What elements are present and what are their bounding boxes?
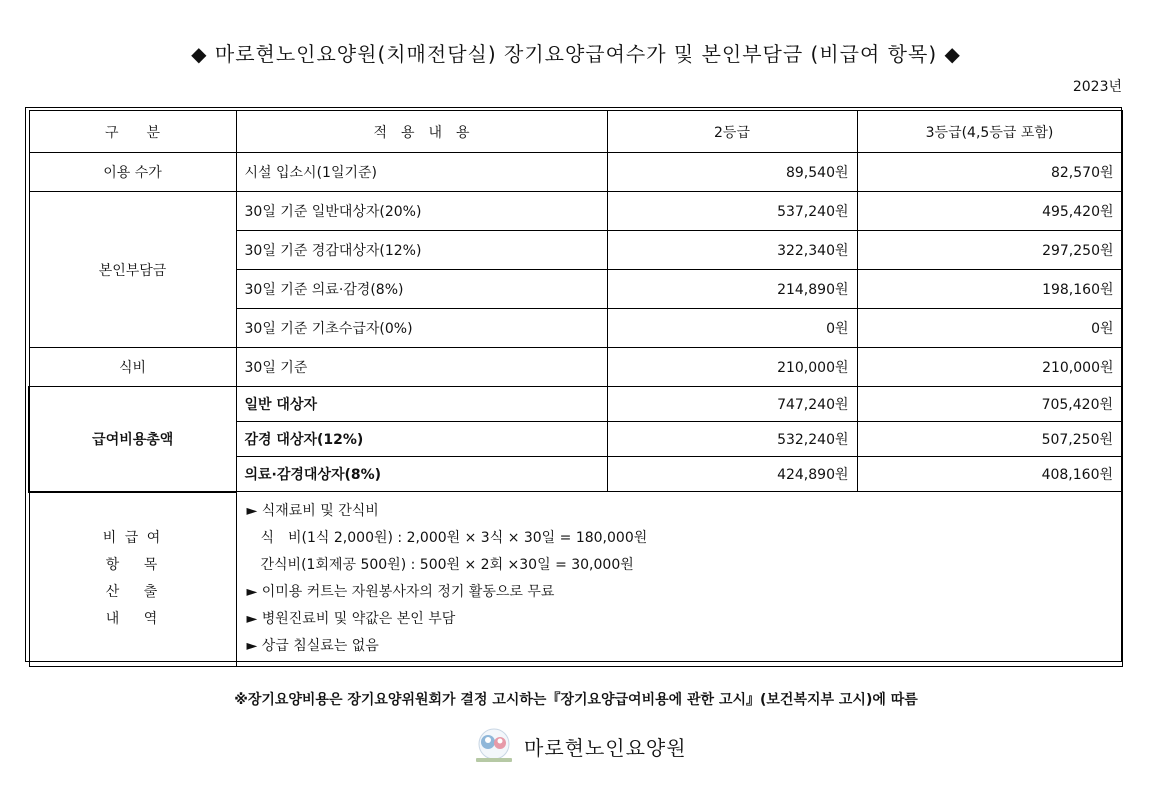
total-category: 급여비용총액 [29, 387, 236, 492]
header-grade2: 2등급 [607, 111, 857, 153]
non-benefit-item: ► 식재료비 및 간식비 [246, 503, 379, 519]
non-benefit-label-line: 비 급 여 [102, 530, 163, 547]
total-grade3: 408,160원 [857, 457, 1122, 492]
footer-facility-name: 마로현노인요양원 [524, 735, 687, 760]
copay-grade2: 214,890원 [607, 270, 857, 309]
non-benefit-item: ► 상급 침실료는 없음 [246, 638, 379, 654]
footnote: ※장기요양비용은 장기요양위원회가 결정 고시하는『장기요양급여비용에 관한 고시』(보건복지부 고시)에 따름 [234, 692, 918, 708]
copay-content: 30일 기준 경감대상자(12%) [236, 231, 607, 270]
total-grade3: 507,250원 [857, 422, 1122, 457]
non-benefit-label [29, 492, 236, 667]
non-benefit-label-line: 항 목 [105, 557, 160, 574]
usage-fee-grade2: 89,540원 [607, 153, 857, 192]
copay-grade2: 322,340원 [607, 231, 857, 270]
total-content: 의료·감경대상자(8%) [236, 457, 607, 492]
non-benefit-row [29, 492, 1122, 667]
usage-fee-category: 이용 수가 [29, 153, 236, 192]
copay-content: 30일 기준 기초수급자(0%) [236, 309, 607, 348]
total-grade2: 424,890원 [607, 457, 857, 492]
non-benefit-item: ► 병원진료비 및 약값은 본인 부담 [246, 611, 456, 627]
non-benefit-item: ► 이미용 커트는 자원봉사자의 정기 활동으로 무료 [246, 584, 555, 600]
copay-grade3: 0원 [857, 309, 1122, 348]
copay-row [29, 192, 1122, 231]
copay-grade3: 198,160원 [857, 270, 1122, 309]
meal-category: 식비 [29, 348, 236, 387]
fee-table [28, 110, 1123, 667]
page-title: ◆ 마로현노인요양원(치매전담실) 장기요양급여수가 및 본인부담금 (비급여 항목) ◆ [191, 42, 961, 66]
meal-content: 30일 기준 [236, 348, 607, 387]
header-content: 적 용 내 용 [236, 111, 607, 153]
usage-fee-row [29, 153, 1122, 192]
copay-category: 본인부담금 [29, 192, 236, 348]
usage-fee-content: 시설 입소시(1일기준) [236, 153, 607, 192]
non-benefit-item: 간식비(1회제공 500원) : 500원 × 2회 ×30일 = 30,000원 [246, 557, 634, 573]
total-grade2: 747,240원 [607, 387, 857, 422]
non-benefit-list [236, 492, 1122, 667]
table-header-row [29, 111, 1122, 153]
copay-grade2: 537,240원 [607, 192, 857, 231]
total-grade2: 532,240원 [607, 422, 857, 457]
total-content: 감경 대상자(12%) [236, 422, 607, 457]
year-label: 2023년 [1072, 79, 1122, 95]
non-benefit-item: 식 비(1식 2,000원) : 2,000원 × 3식 × 30일 = 180,000원 [246, 530, 648, 546]
total-row [29, 387, 1122, 422]
header-grade3: 3등급(4,5등급 포함) [857, 111, 1122, 153]
footer [472, 726, 687, 766]
non-benefit-label-line: 내 역 [105, 611, 160, 628]
non-benefit-label-line: 산 출 [105, 584, 160, 601]
meal-grade2: 210,000원 [607, 348, 857, 387]
copay-grade2: 0원 [607, 309, 857, 348]
copay-grade3: 297,250원 [857, 231, 1122, 270]
copay-grade3: 495,420원 [857, 192, 1122, 231]
facility-logo [472, 727, 516, 765]
usage-fee-grade3: 82,570원 [857, 153, 1122, 192]
meal-row [29, 348, 1122, 387]
total-content: 일반 대상자 [236, 387, 607, 422]
copay-content: 30일 기준 의료·감경(8%) [236, 270, 607, 309]
copay-content: 30일 기준 일반대상자(20%) [236, 192, 607, 231]
header-category: 구 분 [29, 111, 236, 153]
meal-grade3: 210,000원 [857, 348, 1122, 387]
total-grade3: 705,420원 [857, 387, 1122, 422]
